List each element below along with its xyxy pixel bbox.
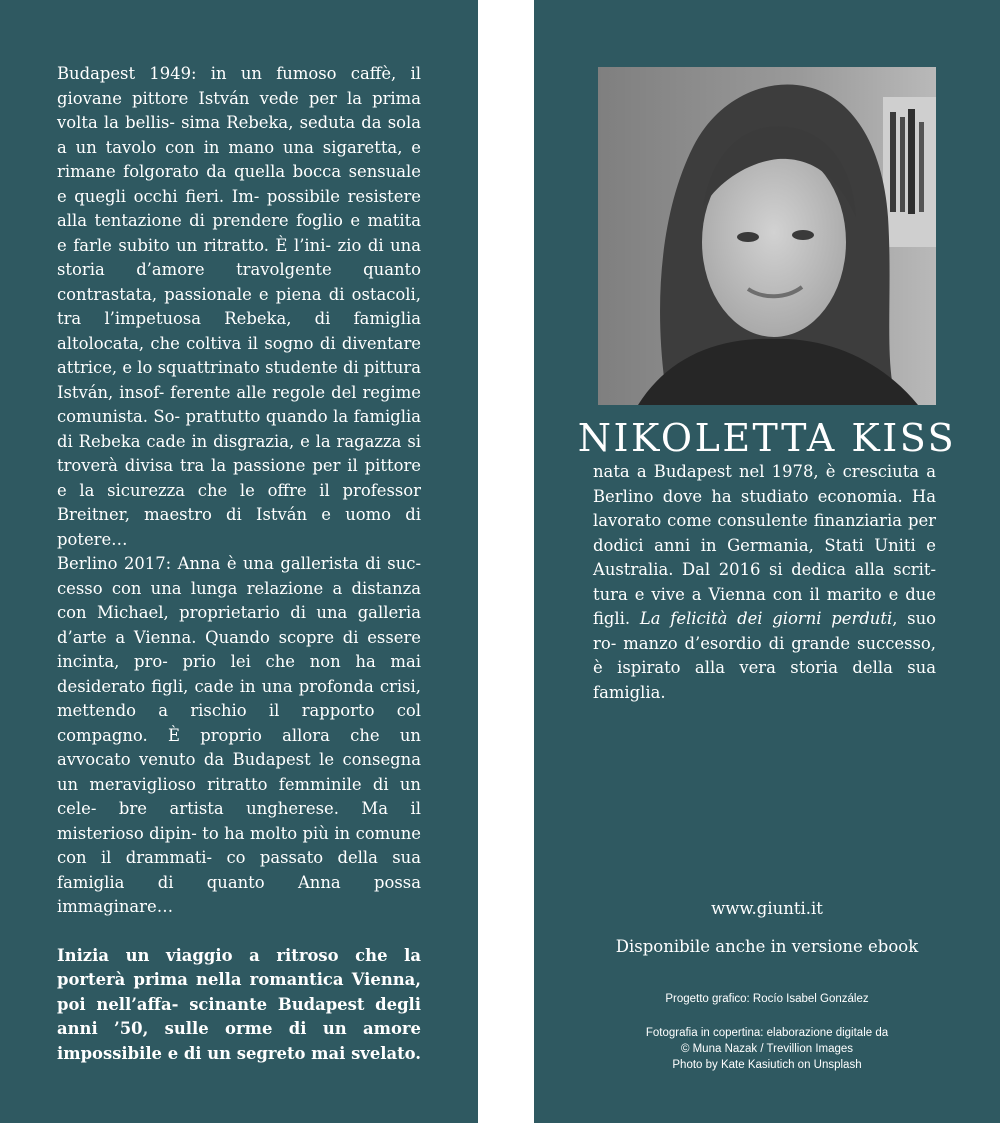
synopsis-paragraph-1949: Budapest 1949: in un fumoso caffè, il giovane pittore István vede per la prima volta la bellis- sima Rebeka, seduta da sola a un tavolo con in mano una sigaretta, e rimane folgorato da quella bocca sensuale e quegli occhi fieri. Im- possibile resistere alla tentazione di prendere foglio e matita e farle subito un ritratto. È l’ini- zio di una storia d’amore travolgente quanto contrastata, passionale e piena di ostacoli, tra l’impetuosa Rebeka, di famiglia altolocata, che coltiva il sogno di diventare attrice, e lo squattrinato studente di pittura István, insof- ferente alle regole del regime comunista. So- prattutto quando la famiglia di Rebeka cade in disgrazia, e la ragazza si troverà divisa tra la passione per il pittore e la sicurezza che le offre il professor Breitner, maestro di István e uomo di potere… [57, 64, 421, 549]
left-flap [0, 0, 478, 1123]
synopsis [57, 62, 421, 1066]
author-name: NIKOLETTA KISS [577, 416, 957, 460]
teaser-paragraph: Inizia un viaggio a ritroso che la porterà prima nella romantica Vienna, poi nell’affa- scinante Budapest degli anni ’50, sulle orme di un amore impossibile e di un segreto mai svelato. [57, 945, 422, 1063]
author-bio: nata a Budapest nel 1978, è cresciuta a Berlino dove ha studiato economia. Ha lavorato come consulente finanziaria per dodici anni in Germania, Stati Uniti e Australia. Dal 2016 si dedica alla scrit- tura e vive a Vienna con il marito e due figli. La felicità dei giorni perduti, suo ro- manzo d’esordio di grande successo, è ispirato alla vera storia della sua famiglia. [593, 462, 936, 702]
photo-credits: Fotografia in copertina: elaborazione digitale da © Muna Nazak / Trevillion Images Photo by Kate Kasiutich on Unsplash [645, 1027, 889, 1071]
book-title: La felicità dei giorni perduti [639, 609, 893, 628]
right-flap [534, 0, 1000, 1123]
synopsis-paragraph-2017: Berlino 2017: Anna è una gallerista di suc- cesso con una lunga relazione a distanza con Michael, proprietario di una galleria d’arte a Vienna. Quando scopre di essere incinta, pro- prio lei che non ha mai desiderato figli, cade in una profonda crisi, mettendo a rischio il rapporto col compagno. È proprio allora che un avvocato venuto da Budapest le consegna un meraviglioso ritratto femminile di un cele- bre artista ungherese. Ma il misterioso dipin- to ha molto più in comune con il drammati- co passato della sua famiglia di quanto Anna possa immaginare… [57, 554, 421, 916]
publisher-website: www.giunti.it [711, 899, 823, 918]
ebook-availability: Disponibile anche in versione ebook [615, 937, 919, 956]
author-photo [598, 67, 936, 405]
author-portrait-image [598, 67, 936, 405]
design-credit: Progetto grafico: Rocío Isabel González [665, 993, 869, 1005]
